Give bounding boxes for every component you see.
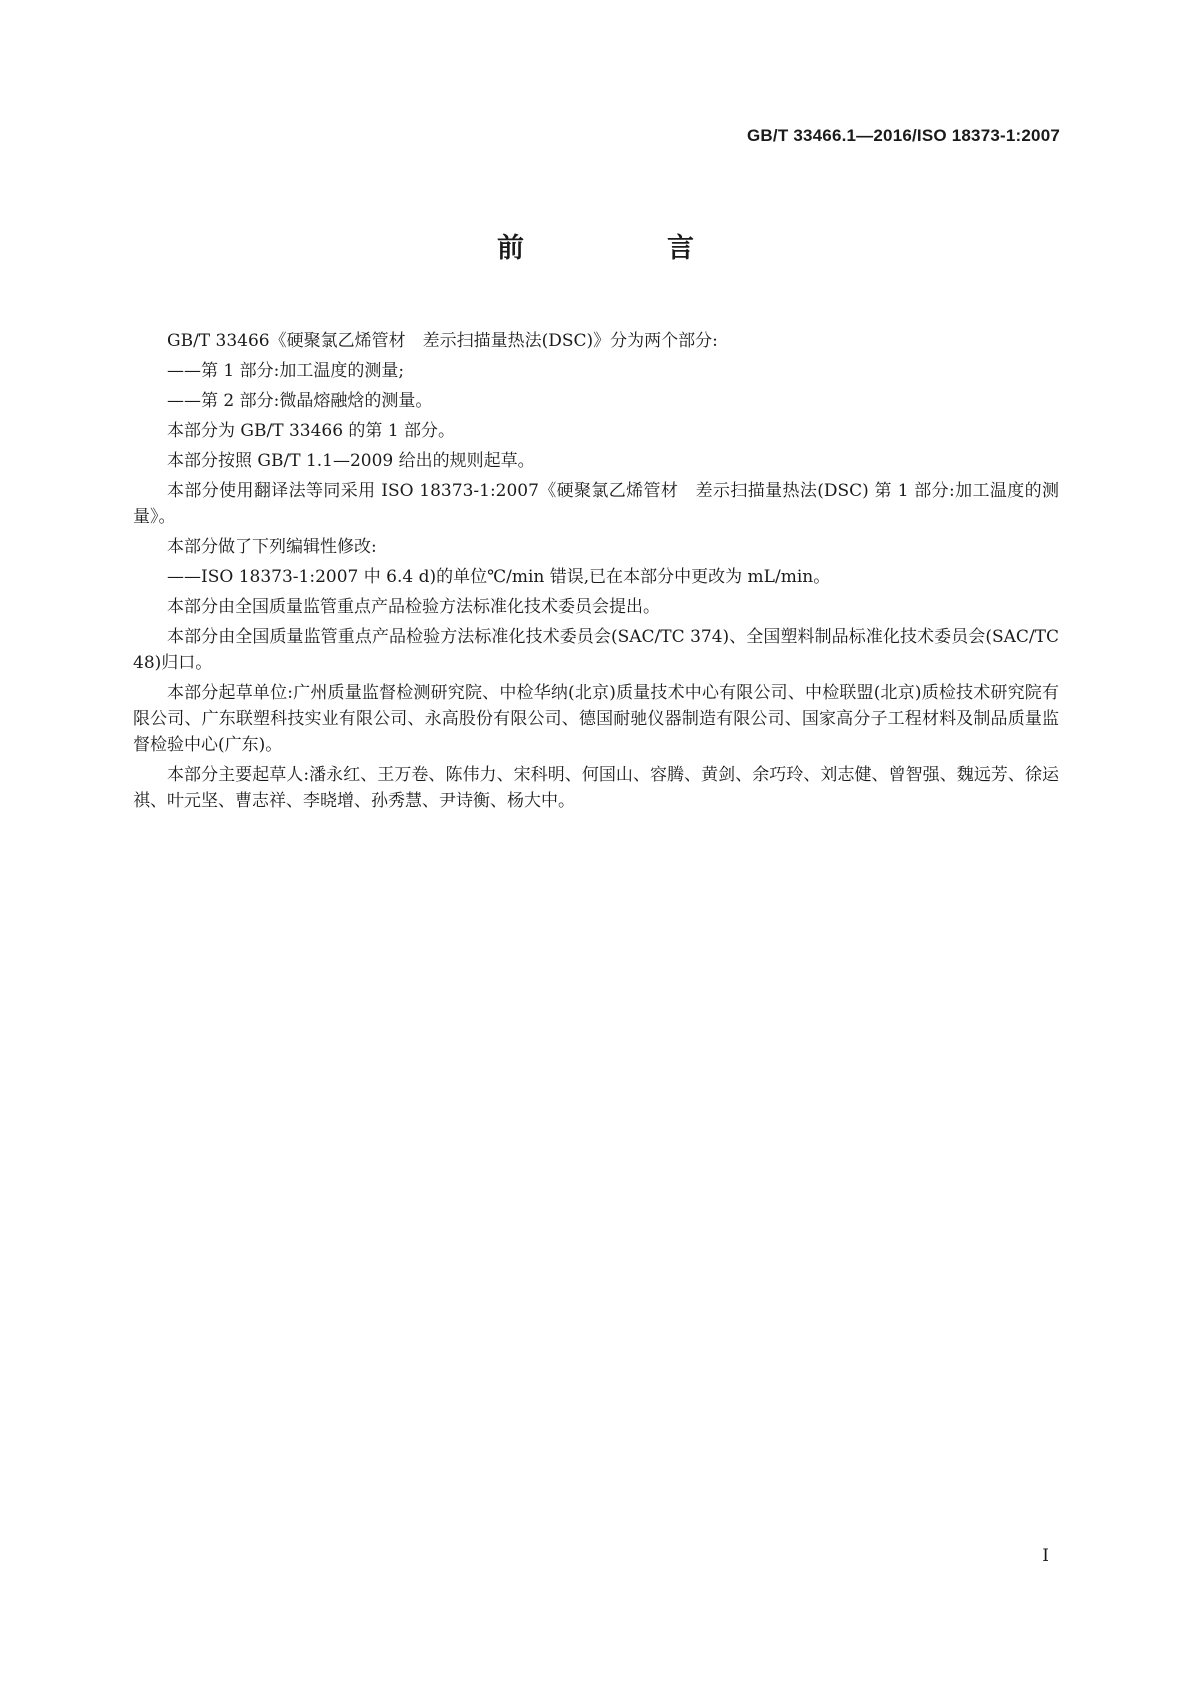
paragraph-drafters: 本部分主要起草人:潘永红、王万卷、陈伟力、宋科明、何国山、容腾、黄剑、余巧玲、刘志健、曾智强、魏远芳、徐运祺、叶元坚、曹志祥、李晓增、孙秀慧、尹诗衡、杨大中。	[133, 765, 1059, 811]
list-item-part-2: ——第 2 部分:微晶熔融焓的测量。	[167, 391, 433, 411]
list-item-part-1: ——第 1 部分:加工温度的测量;	[167, 361, 405, 381]
paragraph-this-part: 本部分为 GB/T 33466 的第 1 部分。	[167, 421, 456, 441]
paragraph-under-jurisdiction: 本部分由全国质量监管重点产品检验方法标准化技术委员会(SAC/TC 374)、全国塑料制品标准化技术委员会(SAC/TC 48)归口。	[133, 627, 1059, 673]
list-item-unit-correction: ——ISO 18373-1:2007 中 6.4 d)的单位℃/min 错误,已在本部分中更改为 mL/min。	[167, 567, 831, 587]
paragraph-drafting-rules: 本部分按照 GB/T 1.1—2009 给出的规则起草。	[167, 451, 535, 471]
paragraph-intro: GB/T 33466《硬聚氯乙烯管材 差示扫描量热法(DSC)》分为两个部分:	[167, 331, 718, 351]
paragraph-adoption: 本部分使用翻译法等同采用 ISO 18373-1:2007《硬聚氯乙烯管材 差示扫描量热法(DSC) 第 1 部分:加工温度的测量》。	[133, 481, 1059, 527]
standard-number-header: GB/T 33466.1—2016/ISO 18373-1:2007	[747, 126, 1060, 145]
paragraph-drafting-units: 本部分起草单位:广州质量监督检测研究院、中检华纳(北京)质量技术中心有限公司、中检联盟(北京)质检技术研究院有限公司、广东联塑科技实业有限公司、永高股份有限公司、德国耐驰仪器制造有限公司、国家高分子工程材料及制品质量监督检验中心(广东)。	[133, 683, 1059, 755]
paragraph-proposed-by: 本部分由全国质量监管重点产品检验方法标准化技术委员会提出。	[167, 597, 660, 617]
page-number: I	[1042, 1546, 1049, 1566]
paragraph-editorial-changes: 本部分做了下列编辑性修改:	[167, 537, 377, 557]
foreword-body	[133, 328, 1059, 818]
page-title: 前 言	[497, 233, 752, 264]
